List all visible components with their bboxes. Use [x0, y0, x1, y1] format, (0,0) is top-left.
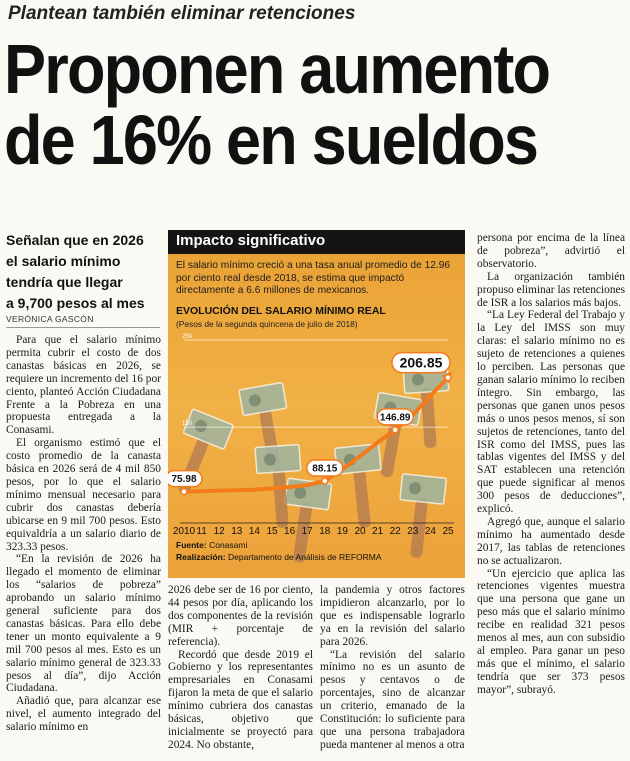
infographic-header: Impacto significativo — [176, 232, 326, 249]
x-tick-label: 16 — [284, 526, 296, 537]
byline: VERÓNICA GASCÓN — [6, 314, 94, 324]
deck — [6, 230, 162, 314]
arm-shape — [273, 468, 289, 529]
x-tick-label: 19 — [336, 526, 348, 537]
chart-source — [176, 540, 247, 550]
paragraph: Agregó que, aunque el salario mínimo ha aumentado desde 2017, las tablas de retenciones no se actualizaron. — [477, 515, 625, 567]
x-tick-label: 12 — [213, 526, 225, 537]
x-tick-label: 11 — [196, 526, 207, 537]
body-column-4 — [477, 232, 625, 697]
paragraph: “En la revisión de 2026 ha llegado el momento de eliminar los “salarios de pobreza” aprobando un salario mínimo general suficiente para dos canastas básicas. Para ello debe tener un monto equivalente a 9 mil 700 pesos al mes. Esto es un salario mínimo general de 323.33 pesos al día”, dijo Acción Ciudadana. — [6, 553, 161, 695]
credit-label: Realización: — [176, 552, 226, 562]
x-tick-label: 13 — [231, 526, 243, 537]
x-tick-label: 14 — [248, 526, 260, 537]
chart-subtitle: (Pesos de la segunda quincena de julio de 2018) — [176, 319, 358, 329]
banknote-hand-illustration — [168, 409, 234, 502]
data-point — [181, 489, 187, 495]
data-label: 146.89 — [379, 412, 411, 424]
paragraph: la pandemia y otros factores impidieron alcanzarlo, por lo que es indispensable lograrlo ya en la revisión del salario para 2026. — [320, 584, 465, 648]
headline — [4, 30, 628, 179]
paragraph: persona por encima de la línea de pobreza”, advirtió el observatorio. — [477, 232, 625, 270]
data-label: 88.15 — [312, 463, 338, 475]
paragraph: Para que el salario mínimo permita cubrir el costo de dos canastas básicas en 2026, se requiere un incremento del 16 por ciento, planteó Acción Ciudadana Frente a la Pobreza en una propuesta entregada a la Conasami. — [6, 334, 161, 437]
headline-line-2: de 16% en sueldos — [4, 101, 538, 179]
infographic-intro: El salario mínimo creció a una tasa anual promedio de 12.96 por ciento real desde 2018, se estima que impactó directamente a 6.6 millones de mexicanos. — [176, 260, 451, 296]
body-column-2 — [168, 584, 313, 752]
paragraph: “Un ejercicio que aplica las retenciones vigentes muestra que una persona que gane un peso más que el salario mínimo recibe en realidad 321 pesos menos al mes, aun con subsidio al empleo. Para ganar un peso más que el mínimo, el salario tendría que ser 373 pesos mayor”, subrayó. — [477, 567, 625, 696]
x-tick-label: 15 — [266, 526, 278, 537]
chart-title: EVOLUCIÓN DEL SALARIO MÍNIMO REAL — [176, 305, 386, 317]
chart-credit — [176, 552, 382, 562]
x-tick-label: 22 — [389, 526, 401, 537]
paragraph: “La revisión del salario mínimo no es un asunto de pesos y centavos o de porcentajes, sino de alcanzar un criterio, emanado de la Constitución: lo suficiente para que una persona trabajadora pueda mantener al menos a otra — [320, 648, 465, 751]
x-tick-label: 23 — [407, 526, 419, 537]
paragraph: La organización también propuso eliminar las retenciones de ISR a los salarios más bajos. — [477, 270, 625, 309]
y-tick-label: 150 — [182, 421, 193, 428]
banknote-shape — [239, 382, 287, 415]
x-tick-label: 21 — [372, 526, 384, 537]
banknote-hand-illustration — [394, 474, 446, 560]
kicker: Plantean también eliminar retenciones — [8, 3, 356, 24]
infographic-box — [168, 230, 465, 578]
salary-line-chart — [168, 230, 465, 578]
credit-value: Departamento de Análisis de REFORMA — [227, 552, 382, 562]
x-tick-label: 17 — [301, 526, 313, 537]
y-tick-label: 250 — [182, 334, 193, 340]
deck-line-2: el salario mínimo — [6, 253, 121, 269]
x-tick-label: 2010 — [172, 526, 196, 537]
deck-line-4: a 9,700 pesos al mes — [6, 295, 145, 311]
source-value: Conasami — [209, 540, 248, 550]
headline-line-1: Proponen aumento — [4, 30, 550, 108]
source-label: Fuente: — [176, 540, 207, 550]
byline-rule — [6, 327, 160, 328]
body-column-1 — [6, 334, 161, 734]
deck-line-1: Señalan que en 2026 — [6, 232, 144, 248]
banknote-shape — [255, 444, 301, 473]
data-label: 206.85 — [399, 354, 443, 371]
paragraph: 2026 debe ser de 16 por ciento, 44 pesos por día, aplicando los dos componentes de la revisión (MIR + porcentaje de referencia). — [168, 584, 313, 648]
data-label: 75.98 — [171, 474, 197, 486]
paragraph: Recordó que desde 2019 el Gobierno y los representantes empresariales en Conasami fijaron la meta de que el salario mínimo cubriera dos canastas básicas, objetivo que inicialmente se proyectó para 2024. No obstante, — [168, 648, 313, 751]
x-tick-label: 18 — [319, 526, 331, 537]
deck-line-3: tendría que llegar — [6, 274, 123, 290]
x-tick-label: 24 — [424, 526, 436, 537]
x-tick-label: 20 — [354, 526, 366, 537]
paragraph: Añadió que, para alcanzar ese nivel, el aumento integrado del salario mínimo en — [6, 695, 161, 734]
arm-shape — [353, 467, 371, 528]
banknote-shape — [183, 409, 234, 450]
x-tick-label: 25 — [442, 526, 454, 537]
data-point — [322, 478, 328, 484]
data-point — [445, 375, 451, 381]
data-point — [392, 427, 398, 433]
banknote-shape — [400, 474, 446, 504]
body-column-3 — [320, 584, 465, 752]
paragraph: El organismo estimó que el costo promedio de la canasta básica en 2026 será de 4 mil 850 pesos, por lo que el salario mínimo mensual necesario para cubrir dos canastas debería ubicarse en 9 mil 700 pesos. Esto equivaldría a un salario diario de 323.33 pesos. — [6, 437, 161, 553]
paragraph: “La Ley Federal del Trabajo y la Ley del IMSS son muy claras: el salario mínimo no es sujeto de retenciones a quienes lo perciben. Las personas que ganan salario mínimo lo reciben íntegro. Sin embargo, las personas que ganen unos pesos más o unos pesos menos, sí son sujetos de retenciones, tanto del ISR como del IMSS, pues las tablas vigentes del IMSS y del SAT establecen una retención que puede significar al menos 300 pesos de deducciones”, explicó. — [477, 309, 625, 516]
